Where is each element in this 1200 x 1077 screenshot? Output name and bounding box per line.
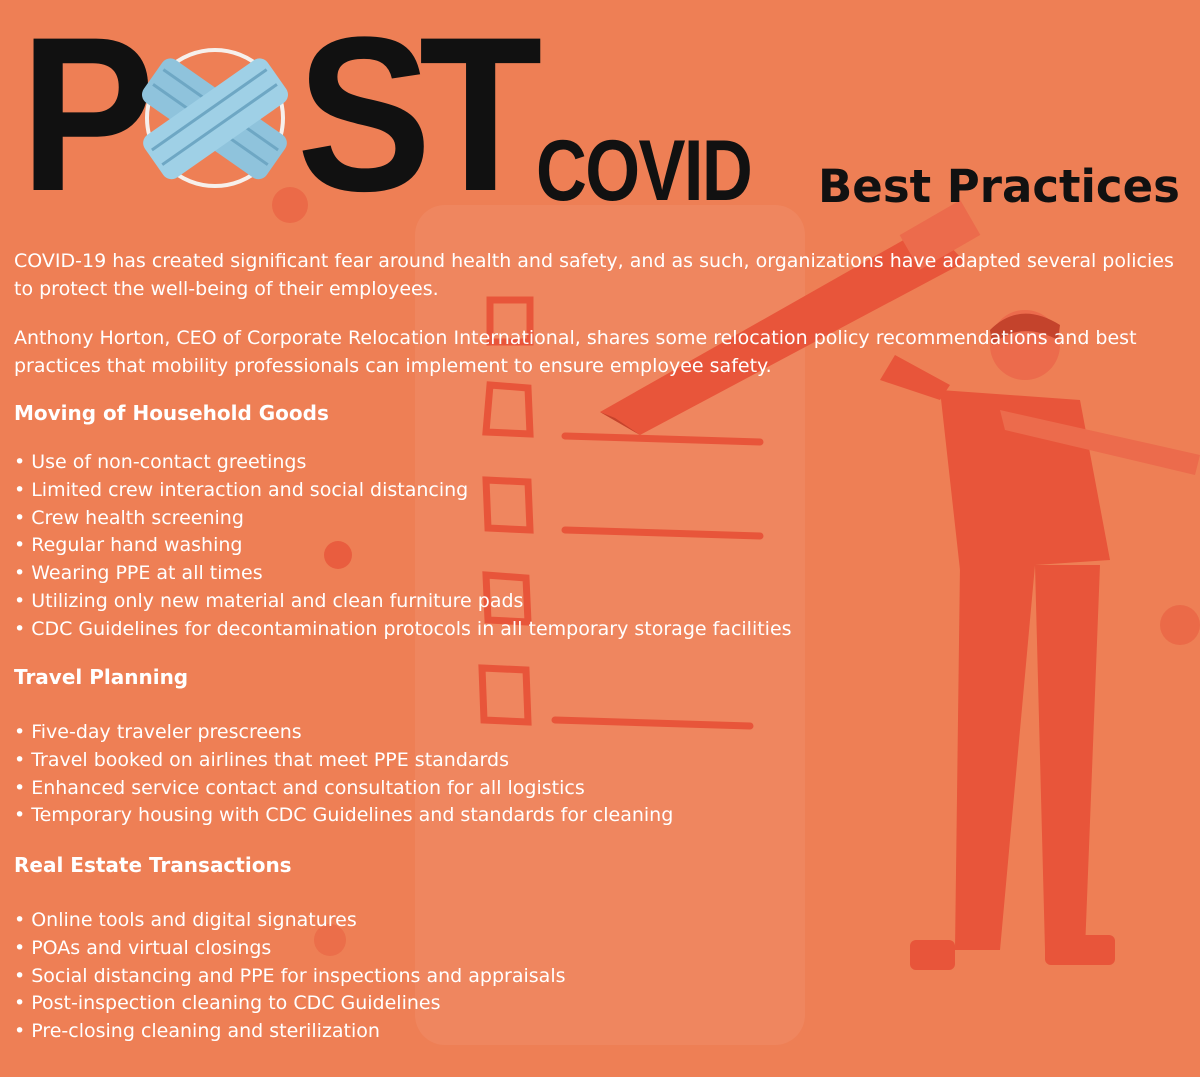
- title-covid: COVID: [536, 123, 752, 219]
- list-item: [14, 505, 792, 533]
- section-title-household-goods: Moving of Household Goods: [14, 401, 329, 425]
- bullet: •: [14, 478, 26, 501]
- list-item-text: Travel booked on airlines that meet PPE standards: [31, 748, 509, 771]
- bullet: •: [14, 909, 26, 931]
- list-item: [14, 802, 673, 830]
- list-item-text: Online tools and digital signatures: [31, 909, 357, 931]
- bullet: •: [14, 617, 26, 640]
- list-item: [14, 616, 792, 644]
- bullet: •: [14, 748, 26, 771]
- title-letters-st: ST: [296, 0, 530, 237]
- bullet: •: [14, 804, 26, 827]
- list-item: [14, 719, 673, 747]
- list-item: [14, 1018, 566, 1046]
- list-item: [14, 907, 566, 935]
- list-item-text: Use of non-contact greetings: [31, 451, 307, 473]
- list-item: [14, 963, 566, 991]
- list-item: [14, 588, 792, 616]
- list-item-text: Regular hand washing: [31, 534, 243, 557]
- list-item: [14, 532, 792, 560]
- list-item-text: Utilizing only new material and clean furniture pads: [31, 589, 524, 612]
- list-travel-planning: [14, 719, 673, 830]
- list-item-text: Social distancing and PPE for inspections and appraisals: [31, 964, 566, 987]
- intro-paragraph-1: COVID-19 has created significant fear around health and safety, and as such, organizations have adapted several policies to protect the well-being of their employees.: [14, 250, 1174, 300]
- list-item: [14, 747, 673, 775]
- list-item: [14, 449, 792, 477]
- left-leg: [955, 565, 1035, 950]
- bullet: •: [14, 776, 26, 799]
- list-item: [14, 990, 566, 1018]
- bullet: •: [14, 964, 26, 987]
- intro-paragraph-2: Anthony Horton, CEO of Corporate Relocation International, shares some relocation policy recommendations and best practices that mobility professionals can implement to ensure employee safety.: [14, 327, 1137, 377]
- list-item: [14, 775, 673, 803]
- bullet: •: [14, 451, 26, 473]
- bullet: •: [14, 534, 26, 557]
- bullet: •: [14, 589, 26, 612]
- list-household-goods: [14, 449, 792, 644]
- list-item: [14, 935, 566, 963]
- list-item-text: Pre-closing cleaning and sterilization: [31, 1020, 380, 1043]
- left-shoe: [910, 940, 955, 970]
- face-mask-icon: [120, 28, 310, 208]
- title-best-practices: Best Practices: [818, 160, 1180, 213]
- bullet: •: [14, 1020, 26, 1043]
- bullet: •: [14, 992, 26, 1015]
- section-title-real-estate: Real Estate Transactions: [14, 853, 292, 877]
- right-shoe: [1045, 935, 1115, 965]
- list-item-text: Post-inspection cleaning to CDC Guidelines: [31, 992, 441, 1015]
- list-real-estate: [14, 907, 566, 1046]
- list-item-text: Enhanced service contact and consultation for all logistics: [31, 776, 585, 799]
- list-item-text: Crew health screening: [31, 506, 244, 529]
- list-item: [14, 477, 792, 505]
- title-letter-p: P: [20, 0, 143, 237]
- list-item-text: POAs and virtual closings: [31, 936, 272, 959]
- bullet: •: [14, 506, 26, 529]
- section-title-travel-planning: Travel Planning: [14, 665, 189, 689]
- bullet: •: [14, 936, 26, 959]
- bullet: •: [14, 721, 26, 743]
- list-item-text: Limited crew interaction and social distancing: [31, 478, 469, 501]
- list-item-text: Temporary housing with CDC Guidelines and standards for cleaning: [31, 804, 674, 827]
- list-item-text: Five-day traveler prescreens: [31, 721, 302, 743]
- list-item-text: CDC Guidelines for decontamination protocols in all temporary storage facilities: [31, 617, 792, 640]
- right-leg: [1035, 565, 1100, 950]
- list-item-text: Wearing PPE at all times: [31, 562, 263, 585]
- list-item: [14, 560, 792, 588]
- bullet: •: [14, 562, 26, 585]
